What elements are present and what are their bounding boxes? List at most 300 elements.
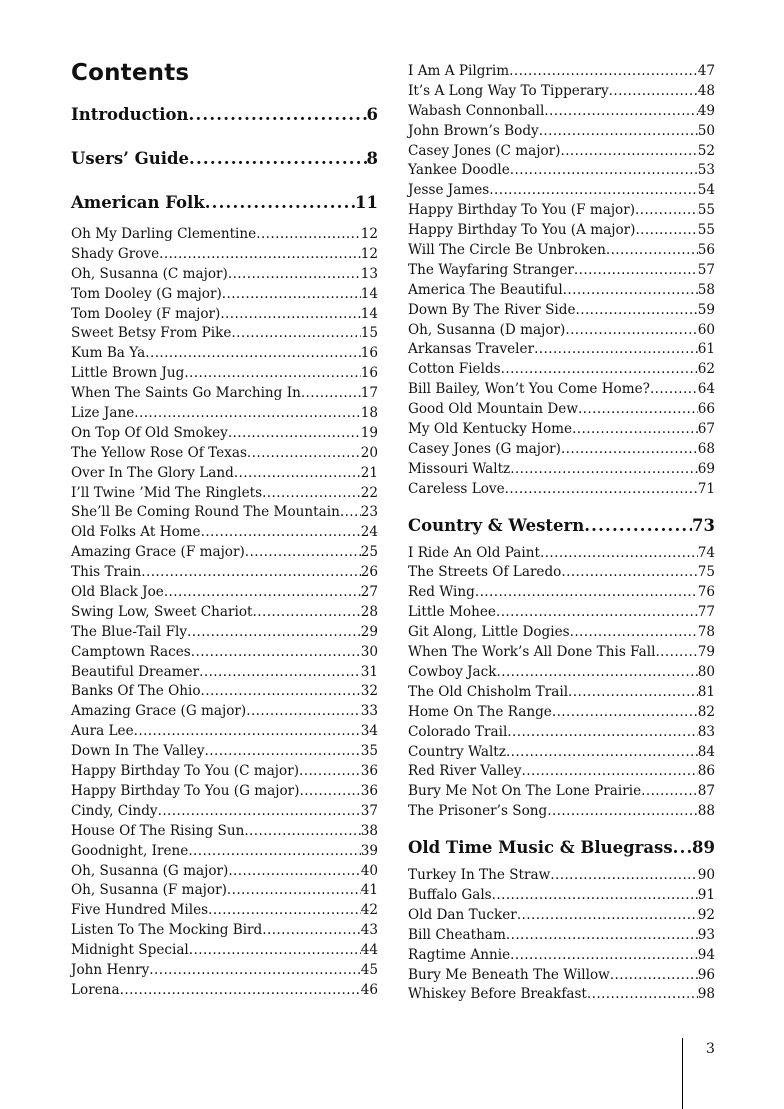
dot-leader — [189, 147, 366, 171]
entry-page-number: 45 — [360, 961, 378, 978]
page-number-rule — [682, 1038, 683, 1109]
entry-page-number: 96 — [697, 966, 715, 983]
entry-title: John Henry — [71, 961, 150, 978]
entry-page-number: 55 — [697, 222, 715, 239]
dot-leader — [188, 842, 360, 862]
entry-title: The Wayfaring Stranger — [408, 261, 574, 278]
toc-entry — [408, 966, 715, 986]
dot-leader — [201, 682, 361, 702]
page-title: Contents — [71, 60, 190, 86]
entry-title: When The Saints Go Marching In — [71, 385, 301, 402]
toc-entry — [408, 603, 715, 623]
entry-title: The Prisoner’s Song — [408, 803, 548, 820]
entry-title: Happy Birthday To You (C major) — [71, 763, 300, 780]
dot-leader — [227, 881, 361, 901]
toc-entry — [71, 941, 378, 961]
entry-title: Lize Jane — [71, 405, 135, 422]
entry-title: The Old Chisholm Trail — [408, 683, 569, 700]
entry-title: Old Dan Tucker — [408, 906, 517, 923]
dot-leader — [134, 404, 360, 424]
dot-leader — [301, 384, 361, 404]
entry-title: Lorena — [71, 981, 120, 998]
dot-leader — [141, 563, 360, 583]
dot-leader — [510, 161, 698, 181]
dot-leader — [189, 941, 361, 961]
dot-leader — [522, 762, 698, 782]
section-heading — [71, 103, 378, 147]
entry-title: Happy Birthday To You (F major) — [408, 202, 636, 219]
entry-title: Over In The Glory Land — [71, 464, 234, 481]
entry-page-number: 33 — [360, 703, 378, 720]
entry-title: Happy Birthday To You (A major) — [408, 222, 636, 239]
toc-entry — [71, 543, 378, 563]
toc-entry — [408, 380, 715, 400]
entry-page-number: 75 — [697, 564, 715, 581]
entry-title: Camptown Races — [71, 643, 191, 660]
dot-leader — [552, 703, 698, 723]
entry-title: Bill Bailey, Won’t You Come Home? — [408, 381, 650, 398]
toc-entry — [71, 404, 378, 424]
entry-title: I Am A Pilgrim — [408, 63, 510, 79]
dot-leader — [506, 743, 698, 763]
toc-entry — [71, 583, 378, 603]
entry-page-number: 53 — [697, 162, 715, 179]
entry-page-number: 79 — [697, 644, 715, 661]
entry-title: Country Waltz — [408, 743, 506, 760]
section-title: Country & Western — [408, 515, 585, 535]
toc-entry — [408, 62, 715, 82]
entry-title: Old Folks At Home — [71, 524, 201, 541]
toc-entry — [408, 102, 715, 122]
entry-page-number: 77 — [697, 604, 715, 621]
entry-title: Little Mohee — [408, 604, 496, 621]
toc-entry — [71, 881, 378, 901]
entry-page-number: 15 — [360, 325, 378, 342]
entry-page-number: 14 — [360, 285, 378, 302]
section-page-number: 6 — [366, 105, 378, 124]
toc-entry — [71, 702, 378, 722]
toc-entry — [71, 682, 378, 702]
dot-leader — [576, 301, 698, 321]
entry-title: Happy Birthday To You (G major) — [71, 782, 300, 799]
entry-page-number: 34 — [360, 723, 378, 740]
page-number: 3 — [706, 1041, 715, 1057]
toc-entry — [408, 723, 715, 743]
entry-title: Down By The River Side — [408, 301, 576, 318]
entry-page-number: 18 — [360, 405, 378, 422]
entry-page-number: 69 — [697, 460, 715, 477]
section-page-number: 73 — [692, 515, 715, 535]
entry-page-number: 94 — [697, 946, 715, 963]
dot-leader — [570, 623, 698, 643]
entry-title: Red River Valley — [408, 763, 522, 780]
toc-entry — [408, 241, 715, 261]
entry-page-number: 88 — [697, 803, 715, 820]
entry-page-number: 82 — [697, 703, 715, 720]
dot-leader — [299, 762, 361, 782]
entry-page-number: 84 — [697, 743, 715, 760]
dot-leader — [220, 305, 360, 325]
entry-title: The Streets Of Laredo — [408, 564, 562, 581]
toc-entry — [408, 122, 715, 142]
dot-leader — [641, 782, 698, 802]
toc-entry — [408, 321, 715, 341]
entry-title: Cotton Fields — [408, 361, 501, 378]
entry-title: The Blue-Tail Fly — [71, 623, 188, 640]
dot-leader — [199, 663, 361, 683]
toc-entry — [408, 802, 715, 822]
dot-leader — [539, 122, 698, 142]
section-page-number: 89 — [692, 838, 715, 858]
toc-entry — [71, 722, 378, 742]
dot-leader — [540, 544, 698, 564]
section-heading — [71, 147, 378, 191]
dot-leader — [184, 364, 360, 384]
entry-title: I’ll Twine ’Mid The Ringlets — [71, 484, 263, 501]
section-page-number: 8 — [366, 149, 378, 168]
entry-page-number: 93 — [697, 926, 715, 943]
entry-page-number: 71 — [697, 480, 715, 497]
entry-page-number: 31 — [360, 663, 378, 680]
entry-title: I Ride An Old Paint — [408, 544, 540, 561]
dot-leader — [587, 985, 698, 1005]
entry-title: Oh, Susanna (D major) — [408, 321, 566, 338]
entry-page-number: 23 — [360, 504, 378, 521]
dot-leader — [164, 583, 361, 603]
dot-leader — [505, 480, 698, 500]
toc-entry — [71, 862, 378, 882]
dot-leader — [507, 723, 697, 743]
entry-page-number: 12 — [360, 245, 378, 262]
toc-entry — [71, 305, 378, 325]
dot-leader — [506, 926, 698, 946]
entry-page-number: 52 — [697, 142, 715, 159]
toc-section — [71, 103, 378, 147]
toc-entry — [71, 464, 378, 484]
toc-entry — [408, 460, 715, 480]
dot-leader — [145, 344, 360, 364]
toc-entry — [71, 921, 378, 941]
dot-leader — [565, 321, 697, 341]
toc-entry — [71, 802, 378, 822]
dot-leader — [568, 683, 698, 703]
entry-title: Bury Me Beneath The Willow — [408, 966, 610, 983]
toc-entry — [71, 265, 378, 285]
dot-leader — [547, 802, 697, 822]
toc-entry — [71, 324, 378, 344]
toc-section — [71, 191, 378, 1001]
toc-entry — [71, 384, 378, 404]
dot-leader — [222, 285, 361, 305]
entry-page-number: 26 — [360, 564, 378, 581]
entry-page-number: 39 — [360, 842, 378, 859]
toc-entry — [71, 563, 378, 583]
section-heading — [71, 191, 378, 225]
entry-title: Bury Me Not On The Lone Prairie — [408, 783, 642, 800]
entry-title: It’s A Long Way To Tipperary — [408, 82, 609, 99]
entry-page-number: 30 — [360, 643, 378, 660]
entry-title: Swing Low, Sweet Chariot — [71, 603, 253, 620]
dot-leader — [517, 906, 698, 926]
toc-entry — [408, 866, 715, 886]
toc-entry — [71, 901, 378, 921]
toc-entry — [408, 221, 715, 241]
toc-entry — [408, 926, 715, 946]
entry-title: Oh, Susanna (F major) — [71, 882, 227, 899]
entry-page-number: 43 — [360, 922, 378, 939]
dot-leader — [231, 324, 360, 344]
toc-entry — [71, 603, 378, 623]
toc-entry — [408, 360, 715, 380]
entry-title: Listen To The Mocking Bird — [71, 922, 263, 939]
toc-entry — [71, 961, 378, 981]
entry-title: Cowboy Jack — [408, 663, 497, 680]
entry-page-number: 16 — [360, 345, 378, 362]
toc-entry — [408, 142, 715, 162]
entry-page-number: 16 — [360, 365, 378, 382]
toc-entry — [408, 583, 715, 603]
entry-page-number: 38 — [360, 822, 378, 839]
dot-leader — [510, 460, 697, 480]
dot-leader — [234, 464, 361, 484]
entry-title: Aura Lee — [71, 723, 134, 740]
dot-leader — [561, 440, 698, 460]
toc-entry — [408, 261, 715, 281]
entry-page-number: 58 — [697, 281, 715, 298]
dot-leader — [489, 181, 697, 201]
dot-leader — [187, 623, 361, 643]
toc-entry — [408, 201, 715, 221]
entry-page-number: 22 — [360, 484, 378, 501]
toc-entry — [408, 340, 715, 360]
toc-entry — [71, 742, 378, 762]
dot-leader — [534, 340, 698, 360]
entry-title: Sweet Betsy From Pike — [71, 325, 232, 342]
entry-title: Oh My Darling Clementine — [71, 226, 257, 242]
dot-leader — [205, 742, 361, 762]
dot-leader — [606, 241, 698, 261]
entry-page-number: 29 — [360, 623, 378, 640]
toc-entry — [71, 842, 378, 862]
entry-title: Colorado Trail — [408, 723, 508, 740]
toc-entry — [408, 643, 715, 663]
toc-entry — [71, 623, 378, 643]
dot-leader — [228, 862, 360, 882]
entry-page-number: 56 — [697, 242, 715, 259]
dot-leader — [501, 360, 698, 380]
entry-page-number: 74 — [697, 544, 715, 561]
entry-page-number: 19 — [360, 424, 378, 441]
entry-title: Casey Jones (G major) — [408, 440, 561, 457]
section-title: Users’ Guide — [71, 149, 190, 168]
dot-leader — [578, 400, 698, 420]
dot-leader — [205, 191, 355, 215]
entry-page-number: 87 — [697, 783, 715, 800]
entry-page-number: 36 — [360, 782, 378, 799]
toc-entry — [408, 82, 715, 102]
entry-title: Good Old Mountain Dew — [408, 401, 578, 418]
entry-title: Little Brown Jug — [71, 365, 185, 382]
dot-leader — [609, 82, 698, 102]
dot-leader — [492, 886, 698, 906]
entry-page-number: 28 — [360, 603, 378, 620]
dot-leader — [561, 563, 697, 583]
dot-leader — [563, 281, 698, 301]
entry-page-number: 24 — [360, 524, 378, 541]
entry-title: Git Along, Little Dogies — [408, 624, 570, 641]
toc-entry — [71, 444, 378, 464]
toc-entry — [71, 344, 378, 364]
dot-leader — [299, 782, 360, 802]
section-title: American Folk — [71, 193, 205, 212]
dot-leader — [208, 901, 361, 921]
entry-page-number: 46 — [360, 981, 378, 998]
dot-leader — [544, 102, 697, 122]
entry-page-number: 59 — [697, 301, 715, 318]
entry-page-number: 36 — [360, 763, 378, 780]
toc-column-right — [408, 62, 715, 1005]
toc-entry — [408, 703, 715, 723]
toc-entry — [71, 663, 378, 683]
entry-title: Tom Dooley (F major) — [71, 305, 221, 322]
entry-page-number: 37 — [360, 802, 378, 819]
entry-title: House Of The Rising Sun — [71, 822, 245, 839]
entry-page-number: 27 — [360, 584, 378, 601]
entry-title: Five Hundred Miles — [71, 902, 209, 919]
entry-page-number: 41 — [360, 882, 378, 899]
entry-page-number: 66 — [697, 401, 715, 418]
entry-title: Down In The Valley — [71, 743, 205, 760]
entry-title: Missouri Waltz — [408, 460, 511, 477]
toc-entry — [71, 364, 378, 384]
section-title: Introduction — [71, 105, 189, 124]
toc-entry — [408, 623, 715, 643]
dot-leader — [256, 225, 360, 245]
dot-leader — [635, 201, 698, 221]
entry-page-number: 62 — [697, 361, 715, 378]
entry-page-number: 64 — [697, 381, 715, 398]
dot-leader — [496, 603, 698, 623]
entry-title: Tom Dooley (G major) — [71, 285, 222, 302]
entry-title: Kum Ba Ya — [71, 345, 146, 362]
toc-entry — [71, 503, 378, 523]
entry-page-number: 50 — [697, 122, 715, 139]
dot-leader — [244, 822, 360, 842]
dot-leader — [228, 424, 361, 444]
entry-page-number: 57 — [697, 261, 715, 278]
dot-leader — [189, 103, 367, 127]
entry-page-number: 40 — [360, 862, 378, 879]
entry-page-number: 92 — [697, 906, 715, 923]
toc-entry — [71, 424, 378, 444]
entry-page-number: 44 — [360, 942, 378, 959]
dot-leader — [191, 643, 361, 663]
entry-title: America The Beautiful — [408, 281, 563, 298]
toc-entry — [408, 181, 715, 201]
entry-title: Casey Jones (C major) — [408, 142, 561, 159]
dot-leader — [650, 380, 698, 400]
entry-page-number: 35 — [360, 743, 378, 760]
section-title: Old Time Music & Bluegrass — [408, 838, 673, 858]
entry-title: Red Wing — [408, 584, 475, 601]
toc-section — [71, 147, 378, 191]
dot-leader — [246, 702, 360, 722]
entry-page-number: 83 — [697, 723, 715, 740]
toc-entry — [408, 301, 715, 321]
section-heading — [408, 514, 715, 544]
entry-title: Goodnight, Irene — [71, 842, 189, 859]
toc-entry — [71, 484, 378, 504]
dot-leader — [262, 484, 361, 504]
entry-title: Oh, Susanna (C major) — [71, 265, 228, 282]
entry-title: Whiskey Before Breakfast — [408, 986, 587, 1003]
dot-leader — [550, 866, 697, 886]
dot-leader — [610, 966, 698, 986]
entry-page-number: 49 — [697, 102, 715, 119]
entry-title: Oh, Susanna (G major) — [71, 862, 229, 879]
dot-leader — [635, 221, 697, 241]
toc-entry — [408, 161, 715, 181]
dot-leader — [509, 62, 698, 82]
entry-title: When The Work’s All Done This Fall — [408, 644, 656, 661]
entry-page-number: 86 — [697, 763, 715, 780]
entry-page-number: 76 — [697, 584, 715, 601]
section-page-number: 11 — [355, 193, 378, 212]
entry-title: On Top Of Old Smokey — [71, 424, 228, 441]
entry-page-number: 81 — [697, 683, 715, 700]
entry-title: Old Black Joe — [71, 584, 164, 601]
entry-title: Amazing Grace (F major) — [71, 544, 245, 561]
entry-page-number: 80 — [697, 663, 715, 680]
toc-entry — [408, 782, 715, 802]
toc-entry — [408, 946, 715, 966]
dot-leader — [574, 261, 698, 281]
toc-entry — [71, 762, 378, 782]
toc-entry — [408, 985, 715, 1005]
toc-entry — [71, 225, 378, 245]
dot-leader — [201, 523, 361, 543]
toc-entry — [408, 281, 715, 301]
dot-leader — [228, 265, 361, 285]
toc-entry — [408, 743, 715, 763]
dot-leader — [245, 543, 361, 563]
entry-title: Jesse James — [408, 182, 490, 199]
entry-page-number: 48 — [697, 82, 715, 99]
toc-entry — [71, 523, 378, 543]
section-heading — [408, 836, 715, 866]
entry-title: Yankee Doodle — [408, 162, 510, 179]
entry-page-number: 14 — [360, 305, 378, 322]
dot-leader — [560, 142, 697, 162]
entry-title: My Old Kentucky Home — [408, 421, 573, 438]
dot-leader — [340, 503, 361, 523]
toc-entry — [71, 245, 378, 265]
toc-entry — [408, 683, 715, 703]
toc-entry — [71, 822, 378, 842]
entry-title: Amazing Grace (G major) — [71, 703, 247, 720]
toc-entry — [408, 440, 715, 460]
dot-leader — [262, 921, 360, 941]
entry-page-number: 32 — [360, 683, 378, 700]
entry-title: John Brown’s Body — [408, 122, 539, 139]
toc-entry — [408, 663, 715, 683]
dot-leader — [510, 946, 698, 966]
toc-entry — [71, 782, 378, 802]
entry-page-number: 21 — [360, 464, 378, 481]
dot-leader — [247, 444, 361, 464]
entry-page-number: 78 — [697, 624, 715, 641]
entry-title: Wabash Connonball — [408, 102, 545, 119]
